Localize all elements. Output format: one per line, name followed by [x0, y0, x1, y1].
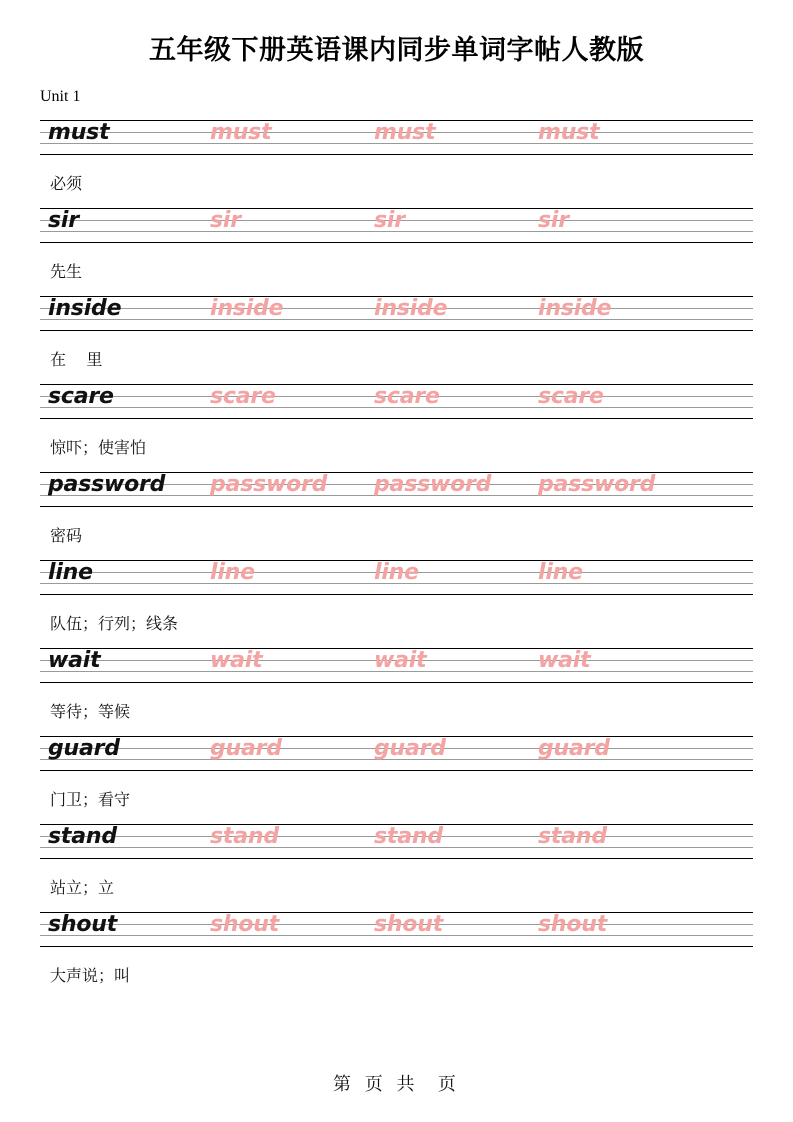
four-line-staff [40, 296, 753, 331]
word-meaning: 密码 [50, 526, 83, 545]
word-practice-sheet [40, 120, 753, 1000]
trace-word-3: sir [538, 208, 569, 233]
word-meaning: 队伍；行列；线条 [50, 614, 179, 633]
model-word: sir [48, 208, 79, 233]
word-line [40, 296, 753, 331]
word-meaning: 先生 [50, 262, 83, 281]
trace-word-1: scare [210, 384, 276, 409]
trace-word-1: inside [210, 296, 284, 321]
model-word: shout [48, 912, 118, 937]
meaning-row [40, 595, 753, 648]
trace-word-2: inside [374, 296, 448, 321]
four-line-staff [40, 912, 753, 947]
four-line-staff [40, 120, 753, 155]
word-line [40, 208, 753, 243]
unit-label: Unit 1 [40, 88, 81, 105]
model-word: stand [48, 824, 117, 849]
meaning-row [40, 155, 753, 208]
trace-word-3: inside [538, 296, 612, 321]
trace-word-1: shout [210, 912, 280, 937]
four-line-staff [40, 208, 753, 243]
meaning-row [40, 331, 753, 384]
word-group [40, 648, 753, 736]
word-line [40, 824, 753, 859]
four-line-staff [40, 560, 753, 595]
word-group [40, 912, 753, 1000]
word-meaning: 惊吓；使害怕 [50, 438, 147, 457]
word-group [40, 384, 753, 472]
word-line [40, 736, 753, 771]
four-line-staff [40, 384, 753, 419]
model-word: inside [48, 296, 122, 321]
trace-word-2: password [374, 472, 492, 497]
model-word: wait [48, 648, 101, 673]
word-group [40, 824, 753, 912]
meaning-row [40, 683, 753, 736]
trace-word-2: must [374, 120, 436, 145]
word-line [40, 912, 753, 947]
word-line [40, 560, 753, 595]
meaning-row [40, 947, 753, 1000]
word-group [40, 208, 753, 296]
word-meaning: 必须 [50, 174, 83, 193]
trace-word-2: scare [374, 384, 440, 409]
word-meaning: 站立；立 [50, 878, 115, 897]
trace-word-2: shout [374, 912, 444, 937]
meaning-row [40, 419, 753, 472]
trace-word-1: sir [210, 208, 241, 233]
four-line-staff [40, 648, 753, 683]
trace-word-1: must [210, 120, 272, 145]
trace-word-3: password [538, 472, 656, 497]
word-group [40, 296, 753, 384]
trace-word-3: stand [538, 824, 607, 849]
trace-word-2: wait [374, 648, 427, 673]
trace-word-3: scare [538, 384, 604, 409]
trace-word-2: stand [374, 824, 443, 849]
word-line [40, 472, 753, 507]
page-title: 五年级下册英语课内同步单词字帖人教版 [149, 35, 644, 66]
four-line-staff [40, 472, 753, 507]
word-line [40, 384, 753, 419]
model-word: password [48, 472, 166, 497]
meaning-row [40, 859, 753, 912]
trace-word-1: wait [210, 648, 263, 673]
word-meaning: 等待；等候 [50, 702, 131, 721]
word-line [40, 120, 753, 155]
trace-word-3: wait [538, 648, 591, 673]
model-word: scare [48, 384, 114, 409]
four-line-staff [40, 736, 753, 771]
trace-word-3: line [538, 560, 583, 585]
model-word: guard [48, 736, 120, 761]
page-footer: 第 页 共 页 [333, 1074, 460, 1095]
trace-word-3: must [538, 120, 600, 145]
trace-word-2: guard [374, 736, 446, 761]
word-group [40, 472, 753, 560]
word-group [40, 736, 753, 824]
word-meaning: 在 里 [50, 350, 103, 369]
trace-word-3: shout [538, 912, 608, 937]
trace-word-1: line [210, 560, 255, 585]
model-word: must [48, 120, 110, 145]
trace-word-1: guard [210, 736, 282, 761]
word-group [40, 560, 753, 648]
trace-word-1: password [210, 472, 328, 497]
model-word: line [48, 560, 93, 585]
word-group [40, 120, 753, 208]
trace-word-2: line [374, 560, 419, 585]
trace-word-2: sir [374, 208, 405, 233]
four-line-staff [40, 824, 753, 859]
meaning-row [40, 507, 753, 560]
trace-word-1: stand [210, 824, 279, 849]
meaning-row [40, 243, 753, 296]
word-line [40, 648, 753, 683]
word-meaning: 大声说；叫 [50, 966, 131, 985]
word-meaning: 门卫；看守 [50, 790, 131, 809]
trace-word-3: guard [538, 736, 610, 761]
meaning-row [40, 771, 753, 824]
